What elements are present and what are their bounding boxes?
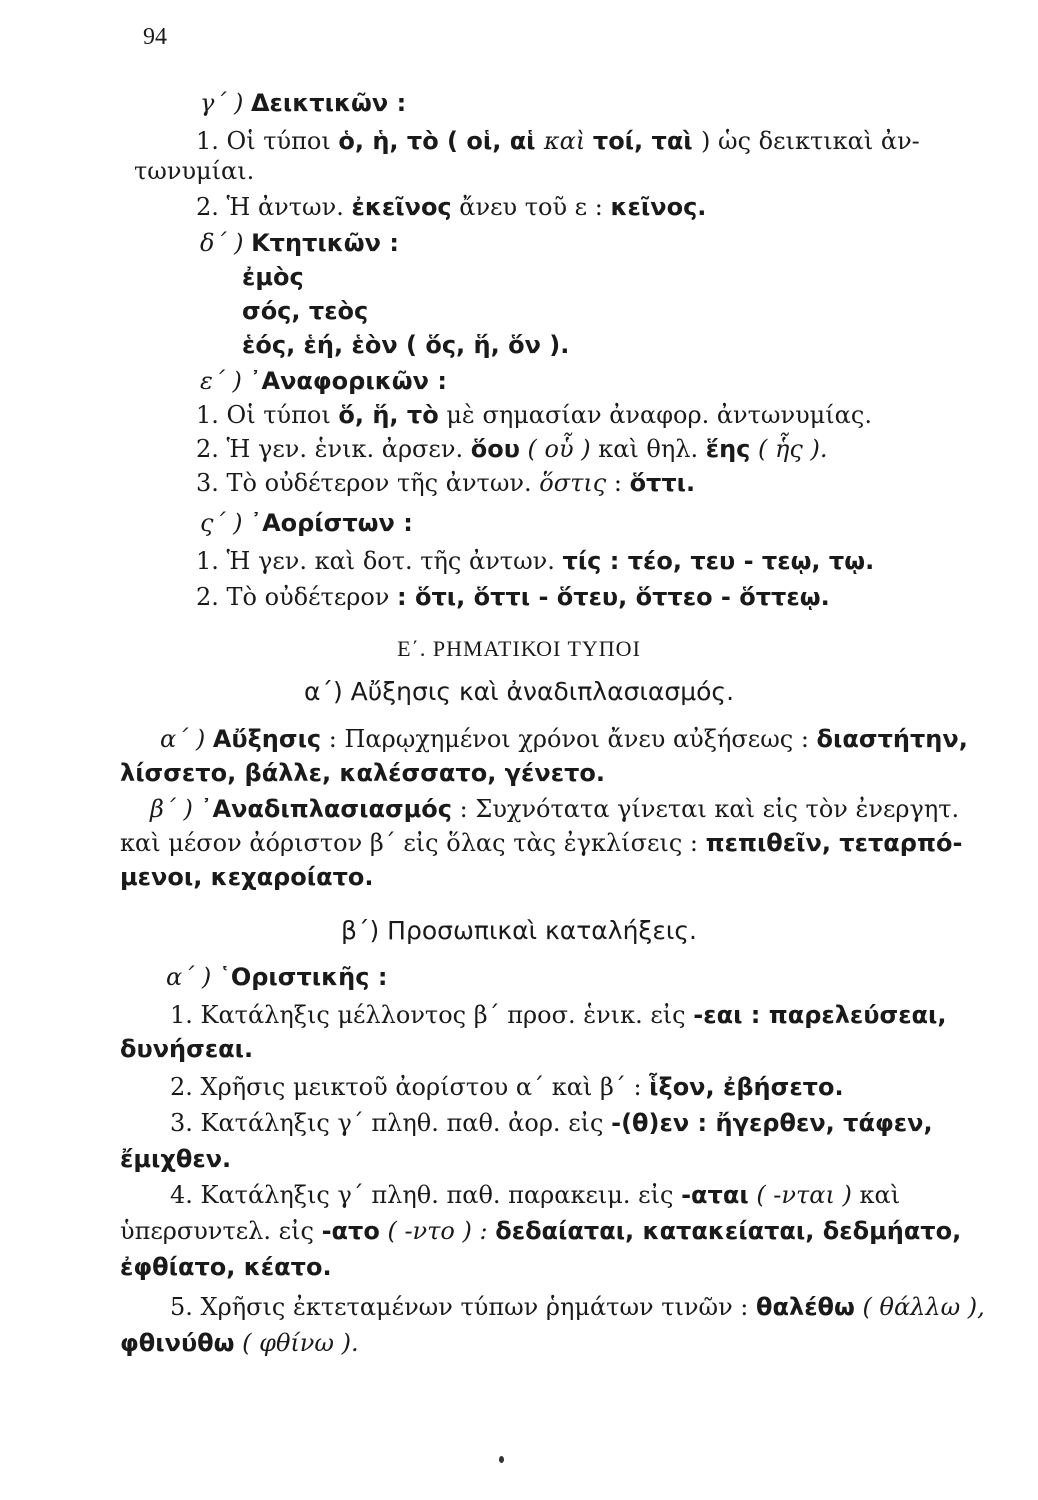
- text-run: 1. Ἡ γεν. καὶ δοτ. τῆς ἀντων.: [196, 547, 563, 575]
- text-run: καὶ: [859, 1181, 901, 1209]
- bold-term: κεῖνος.: [610, 193, 707, 221]
- bold-term: τοί, ταὶ: [592, 127, 702, 155]
- bold-term: τίς : τέο, τευ - τεῳ, τῳ.: [562, 547, 875, 575]
- heading-anaforikon: [200, 366, 447, 396]
- text-run: ( θάλλω ),: [854, 1293, 985, 1321]
- text-line: [170, 1180, 900, 1210]
- text-line: [120, 828, 962, 858]
- text-line: μενοι, κεχαροίατο.: [120, 863, 374, 891]
- bold-term: Αὔξησις: [212, 725, 322, 753]
- text-run: ἄνευ τοῦ ε :: [451, 193, 611, 221]
- bold-term: δεδαίαται, κατακείαται, δεδμήατο,: [495, 1217, 962, 1245]
- text-run: 1. Κατάληξις μέλλοντος β΄ προσ. ἑνικ. εἰς: [170, 1001, 694, 1029]
- text-run: 2. Ἡ γεν. ἑνικ. ἀρσεν.: [196, 435, 471, 463]
- bold-term: -ατο: [321, 1217, 380, 1245]
- text-line: [170, 1108, 933, 1138]
- item-marker: γ΄ ): [200, 89, 251, 117]
- text-run: 3. Κατάληξις γ΄ πληθ. παθ. ἀορ. εἰς: [170, 1109, 612, 1137]
- text-run: 3. Τὸ οὐδέτερον τῆς ἀντων.: [196, 469, 540, 497]
- heading-text: Δεικτικῶν :: [250, 89, 407, 117]
- text-line: [196, 192, 706, 222]
- text-run: ὅστις: [539, 469, 607, 497]
- text-line: [196, 468, 695, 498]
- heading-deiktikon: [200, 88, 406, 118]
- bold-term: φθινύθω: [120, 1329, 235, 1357]
- text-line: [196, 126, 920, 156]
- text-run: τωνυμίαι.: [134, 157, 255, 185]
- item-marker: ς΄ ): [200, 509, 251, 537]
- text-run: ( ἧς ).: [750, 435, 828, 463]
- text-line: [196, 582, 830, 612]
- print-speck: [499, 1456, 504, 1463]
- text-line: [160, 724, 968, 754]
- text-run: : Παρῳχημένοι χρόνοι ἄνευ αὐξήσεως :: [321, 725, 817, 753]
- text-line: ἔμιχθεν.: [120, 1145, 232, 1173]
- text-run: καὶ θηλ.: [598, 435, 706, 463]
- page-number: 94: [143, 24, 167, 50]
- text-line: [196, 400, 872, 430]
- bold-term: θαλέθω: [756, 1293, 855, 1321]
- text-line: [170, 1000, 947, 1030]
- text-run: 1. Οἱ τύποι: [196, 127, 339, 155]
- text-line: [120, 1328, 359, 1358]
- item-marker: α΄ ): [166, 963, 219, 991]
- item-marker: α΄ ): [160, 725, 213, 753]
- text-run: ( οὗ ): [519, 435, 599, 463]
- text-line: [150, 794, 959, 824]
- heading-aoriston: [200, 508, 413, 538]
- text-line: [170, 1292, 985, 1322]
- text-run: 4. Κατάληξις γ΄ πληθ. παθ. παρακειμ. εἰς: [170, 1181, 682, 1209]
- bold-term: διαστήτην,: [816, 725, 968, 753]
- section-title: Ε΄. ΡΗΜΑΤΙΚΟΙ ΤΥΠΟΙ: [397, 636, 641, 661]
- bold-term: ὅου: [470, 435, 520, 463]
- bold-term: ὁ, ἡ, τὸ ( οἱ, αἱ: [338, 127, 544, 155]
- heading-text: ᾿Αορίστων :: [250, 509, 413, 537]
- text-run: 2. Ἡ ἀντων.: [196, 193, 352, 221]
- text-line: [196, 434, 827, 464]
- subsection-title-b: β΄) Προσωπικαὶ καταλήξεις.: [341, 916, 697, 945]
- text-line: [134, 156, 254, 186]
- item-marker: ε΄ ): [200, 367, 250, 395]
- bold-term: ἕης: [705, 435, 751, 463]
- bold-term: πεπιθεῖν, τεταρπό-: [705, 829, 963, 857]
- word-list-item: σός, τεὸς: [242, 297, 369, 325]
- bold-term: -(θ)εν : ἤγερθεν, τάφεν,: [611, 1109, 933, 1137]
- text-run: 1. Οἱ τύποι: [196, 401, 339, 429]
- text-run: ) ὡς δεικτικαὶ ἀν-: [701, 127, 920, 155]
- bold-term: ὅ, ἥ, τὸ: [338, 401, 439, 429]
- text-run: 2. Χρῆσις μεικτοῦ ἀορίστου α΄ καὶ β΄ :: [170, 1073, 650, 1101]
- text-line: δυνήσεαι.: [120, 1035, 254, 1063]
- word-list-item: ἑός, ἑή, ἑὸν ( ὅς, ἥ, ὅν ).: [242, 331, 570, 359]
- item-marker: δ΄ ): [200, 229, 252, 257]
- heading-text: ᾿Αναφορικῶν :: [249, 367, 447, 395]
- bold-term: ὅττι.: [629, 469, 696, 497]
- text-run: μὲ σημασίαν ἀναφορ. ἀντωνυμίας.: [438, 401, 872, 429]
- bold-term: -αται: [681, 1181, 749, 1209]
- text-run: 5. Χρῆσις ἐκτεταμένων τύπων ῥημάτων τινῶν :: [170, 1293, 757, 1321]
- heading-text: Κτητικῶν :: [251, 229, 399, 257]
- text-run: : Συχνότατα γίνεται καὶ εἰς τὸν ἐνεργητ.: [452, 795, 960, 823]
- heading-oristikis: [166, 962, 387, 992]
- bold-term: ᾿Αναδιπλασιασμός: [200, 795, 453, 823]
- bold-term: -εαι : παρελεύσεαι,: [693, 1001, 947, 1029]
- text-run: καὶ: [543, 127, 593, 155]
- text-run: :: [606, 469, 630, 497]
- text-run: ὑπερσυντελ. εἰς: [120, 1217, 322, 1245]
- text-run: καὶ μέσον ἀόριστον β΄ εἰς ὅλας τὰς ἐγκλίσεις :: [120, 829, 706, 857]
- subsection-title-a: α΄) Αὔξησις καὶ ἀναδιπλασιασμός.: [303, 677, 735, 706]
- text-line: ἐφθίατο, κέατο.: [120, 1253, 332, 1281]
- heading-text: ῾Οριστικῆς :: [218, 963, 388, 991]
- item-marker: β΄ ): [150, 795, 201, 823]
- word-list-item: ἐμὸς: [242, 263, 304, 291]
- bold-term: ἷξον, ἐβήσετο.: [649, 1073, 844, 1101]
- text-line: [196, 546, 874, 576]
- bold-term: ἐκεῖνος: [351, 193, 452, 221]
- text-run: ( -ντο ) :: [379, 1217, 496, 1245]
- heading-ktitikon: [200, 228, 399, 258]
- text-line: λίσσετο, βάλλε, καλέσσατο, γένετο.: [120, 759, 606, 787]
- text-run: 2. Τὸ οὐδέτερον: [196, 583, 398, 611]
- text-run: ( -νται ): [748, 1181, 860, 1209]
- bold-term: : ὅτι, ὅττι - ὅτευ, ὅττεο - ὅττεῳ.: [397, 583, 830, 611]
- text-line: [120, 1216, 961, 1246]
- text-line: [170, 1072, 844, 1102]
- text-run: ( φθίνω ).: [234, 1329, 359, 1357]
